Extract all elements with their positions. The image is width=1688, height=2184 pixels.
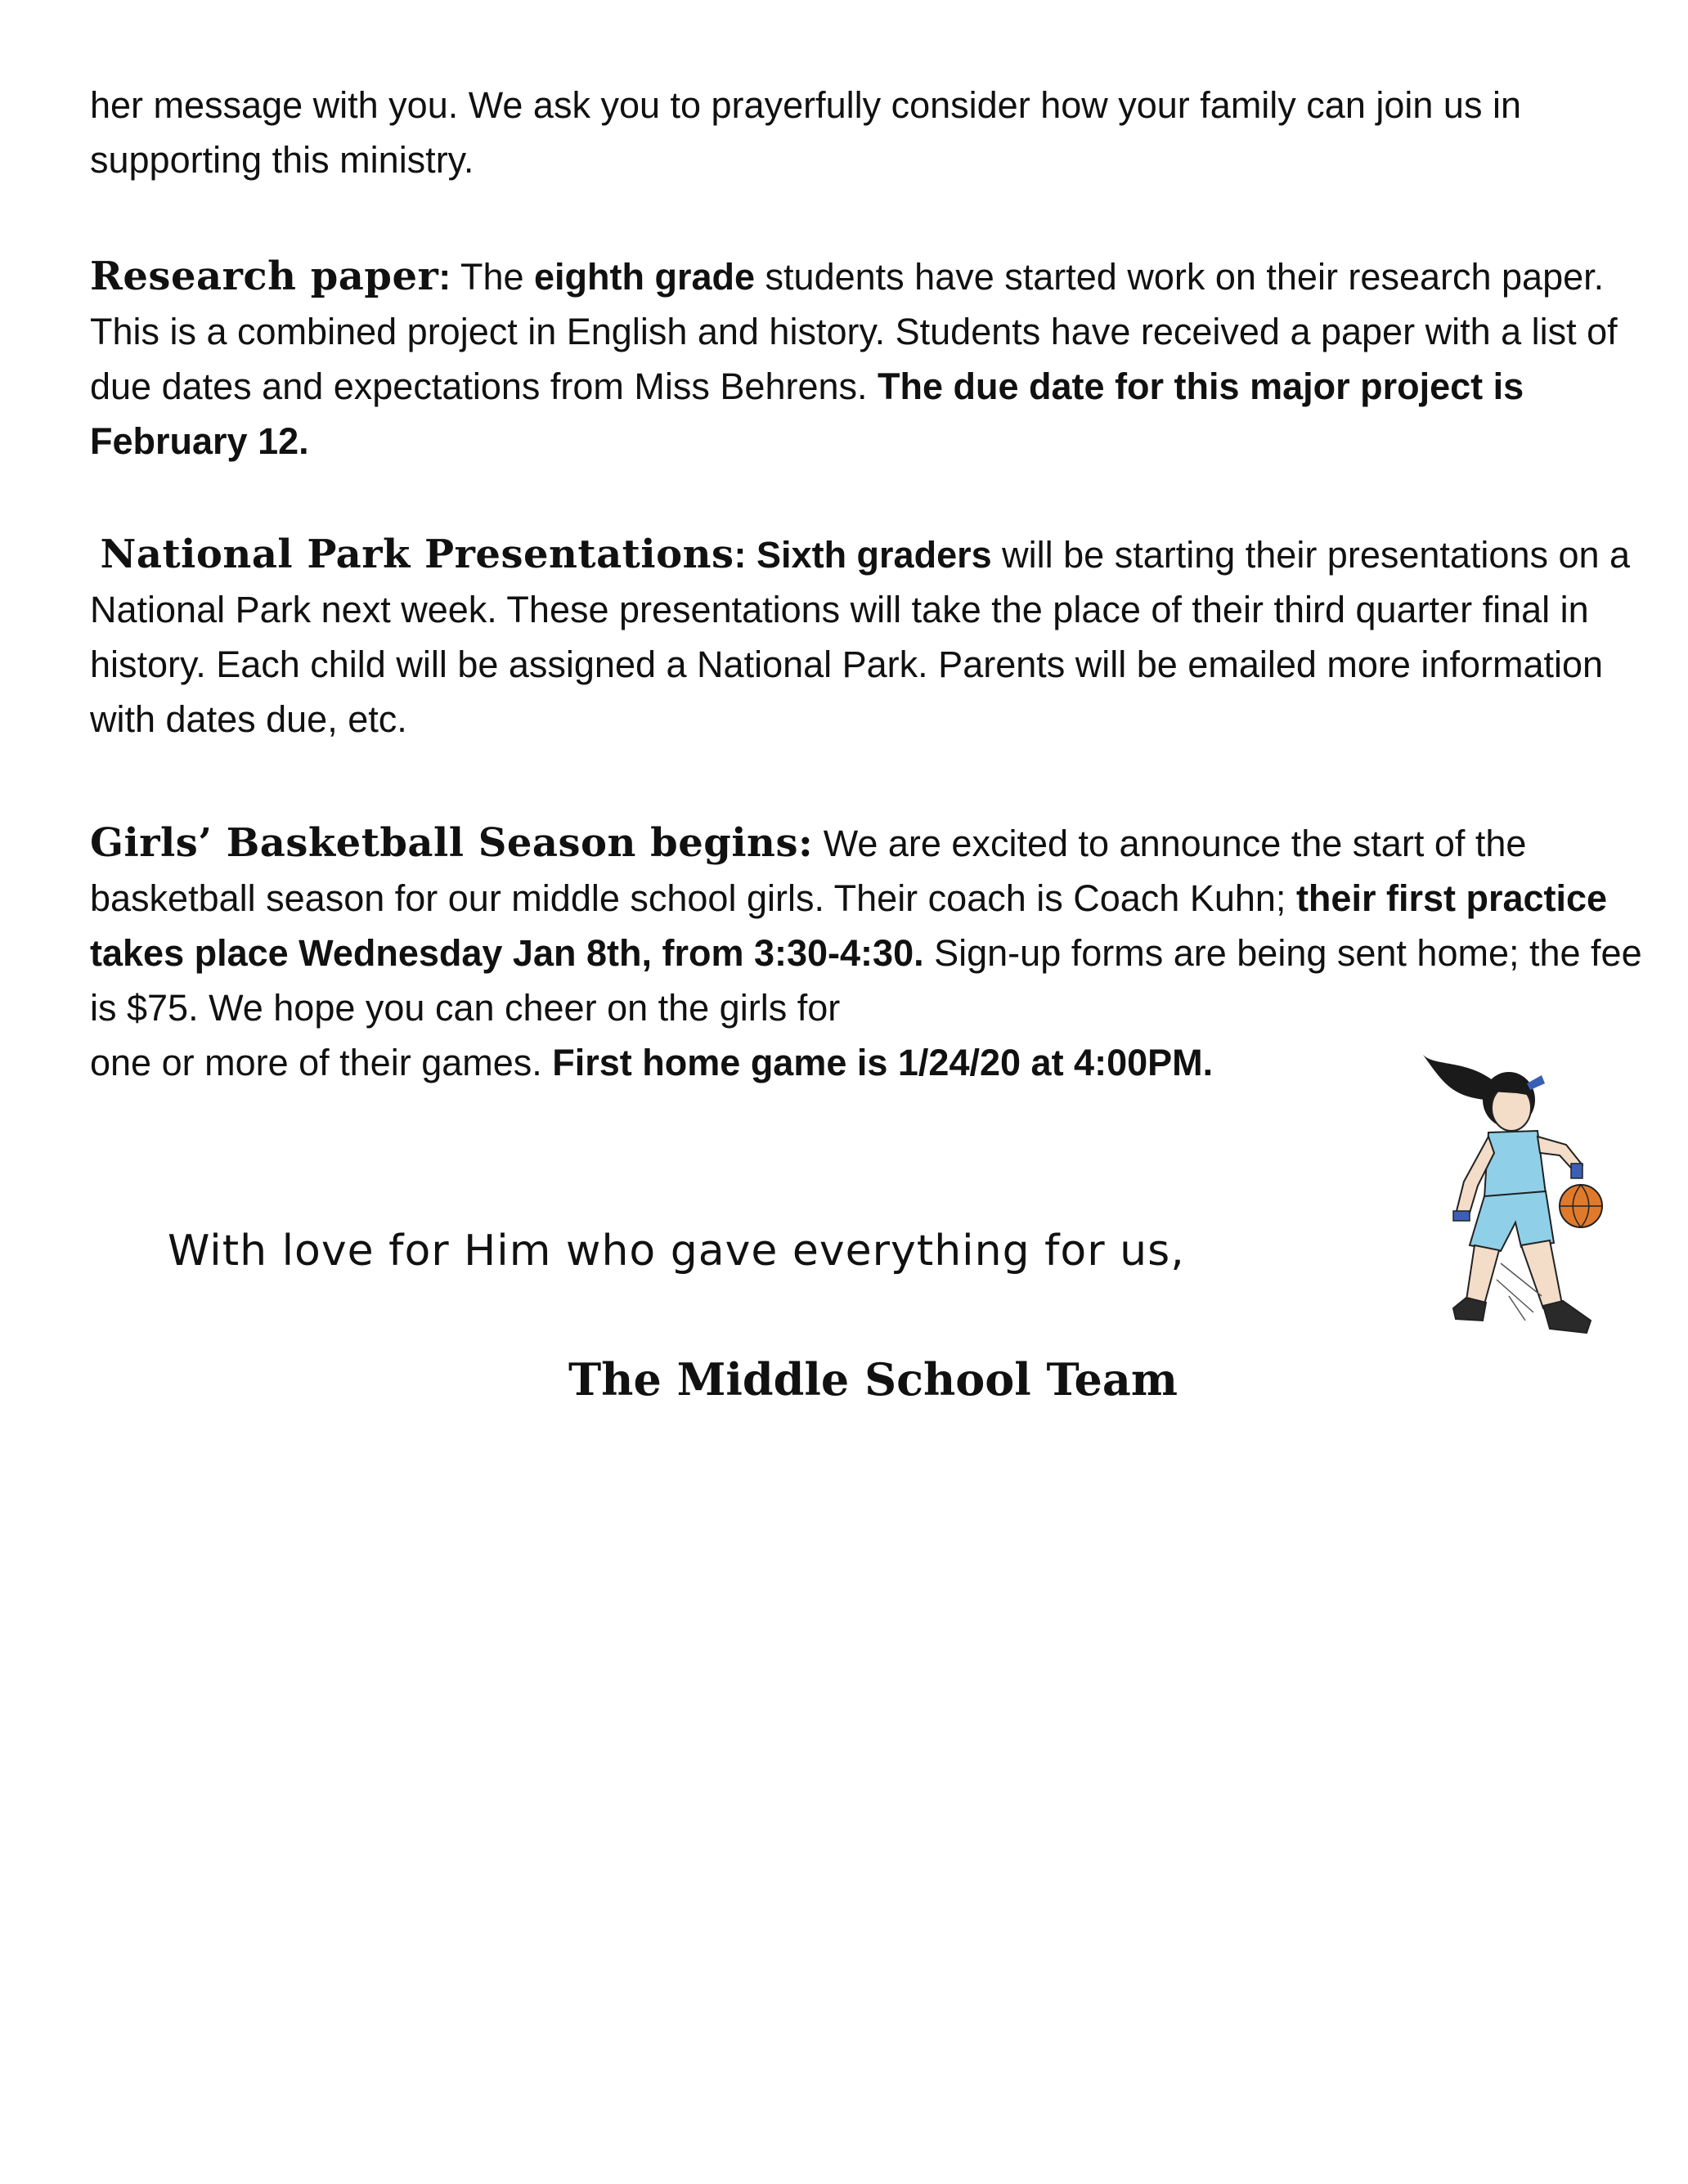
research-colon: : — [438, 256, 451, 298]
basketball-first-game: First home game is 1/24/20 at 4:00PM. — [552, 1042, 1214, 1083]
basketball-heading: Girls’ Basketball Season begins: — [90, 820, 814, 866]
park-bold-graders: Sixth graders — [746, 534, 992, 576]
intro-paragraph — [90, 78, 1652, 187]
intro-text: her message with you. We ask you to prayerfully consider how your family can join us in supporting this ministry. — [90, 84, 1521, 181]
closing-line: With love for Him who gave everything for us, — [168, 1227, 1185, 1276]
signature: The Middle School Team — [568, 1353, 1178, 1406]
basketball-paragraph — [90, 816, 1644, 1090]
research-paper-paragraph — [90, 249, 1652, 469]
research-text-1: The — [451, 256, 535, 298]
park-colon: : — [734, 534, 747, 576]
basketball-text-3: one or more of their games. — [90, 1042, 553, 1083]
national-park-paragraph — [90, 527, 1652, 747]
national-park-heading: National Park Presentations — [100, 531, 734, 577]
research-paper-heading: Research paper — [90, 253, 439, 299]
basketball-practice: their first practice takes place Wednesday Jan 8th, from 3:30-4:30. — [90, 877, 1608, 974]
basketball-player-illustration — [1419, 1051, 1615, 1357]
basketball-text-2: Sign-up forms are being sent home; the fee is $75. We hope you can cheer on the girls for — [90, 932, 1642, 1029]
research-due-date: The due date for this major project is February 12. — [90, 365, 1524, 462]
research-bold-grade: eighth grade — [534, 256, 756, 298]
park-text: will be starting their presentations on a National Park next week. These presentations will take the place of their third quarter final in history. Each child will be assigned a National Park. Parents will be emailed more information with dates due, etc. — [90, 534, 1631, 740]
basketball-text-1: We are excited to announce the start of the basketball season for our middle school girls. Their coach is Coach Kuhn; — [90, 823, 1527, 919]
research-text-2: students have started work on their research paper. This is a combined project in English and history. Students have received a paper with a list of due dates and expectations from Miss Behrens. — [90, 256, 1618, 407]
